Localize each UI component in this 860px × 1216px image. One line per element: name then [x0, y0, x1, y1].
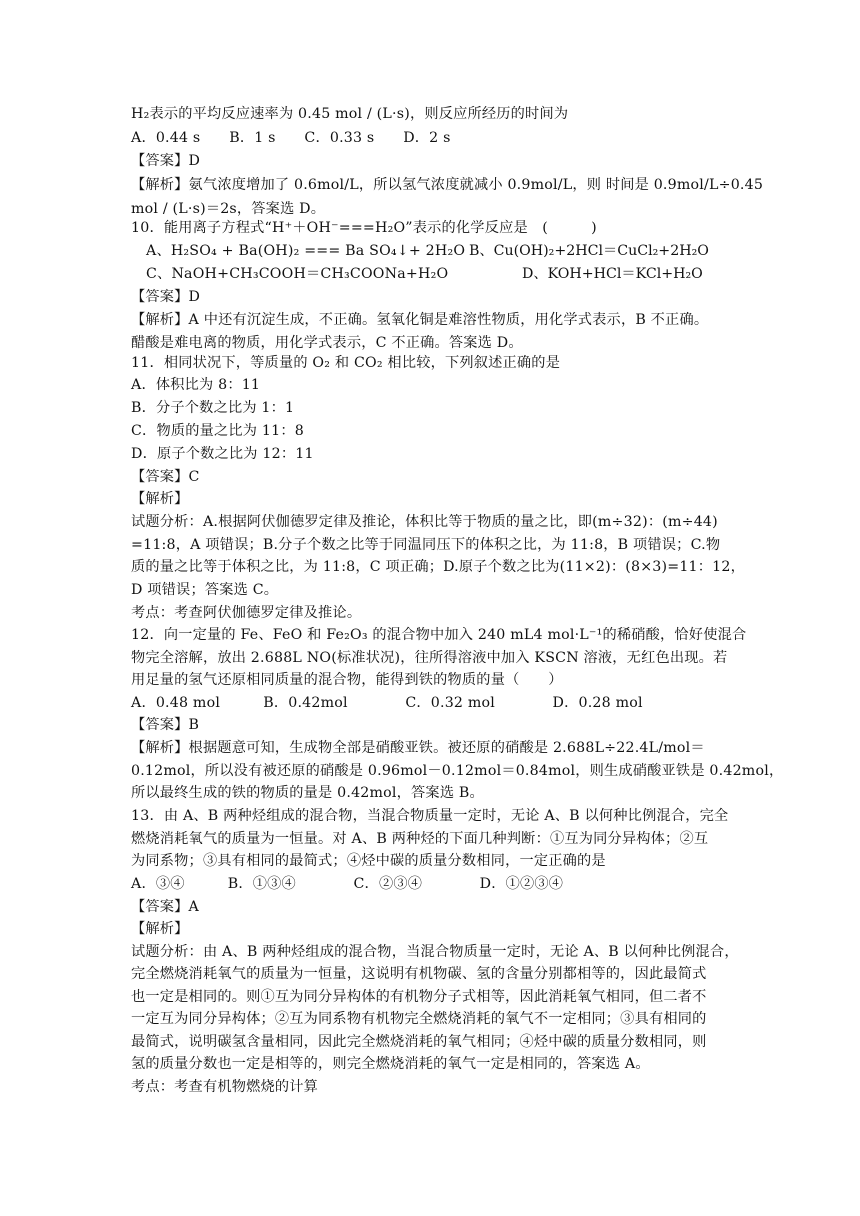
- text-line: 【答案】C: [131, 469, 200, 485]
- text-line: 【答案】D: [131, 153, 201, 169]
- text-line: A、H₂SO₄ + Ba(OH)₂ === Ba SO₄↓+ 2H₂O: [146, 243, 466, 259]
- text-line: 0.12mol，所以没有被还原的硝酸是 0.96mol－0.12mol＝0.84mol，则生成硝酸亚铁是 0.42mol，: [131, 763, 784, 779]
- text-line: A．0.48 mol B．0.42mol C．0.32 mol D．0.28 mol: [131, 695, 643, 711]
- text-line: A．③④ B．①③④ C．②③④ D．①②③④: [131, 876, 564, 892]
- text-line: 13．由 A、B 两种烃组成的混合物，当混合物质量一定时，无论 A、B 以何种比例混合，完全: [131, 808, 729, 824]
- text-line: 12．向一定量的 Fe、FeO 和 Fe₂O₃ 的混合物中加入 240 mL4 mol·L⁻¹的稀硝酸，恰好使混合: [131, 627, 747, 643]
- text-line: 为同系物；③具有相同的最简式；④烃中碳的质量分数相同，一定正确的是: [131, 853, 606, 869]
- text-line: =11:8，A 项错误；B.分子个数之比等于同温同压下的体积之比，为 11:8，B 项错误；C.物: [131, 537, 721, 553]
- text-line: 完全燃烧消耗氧气的质量为一恒量，这说明有机物碳、氢的含量分别都相等的，因此最简式: [131, 966, 707, 982]
- text-line: 【答案】A: [131, 899, 199, 915]
- text-line: 氢的质量分数也一定是相等的，则完全燃烧消耗的氧气一定是相同的，答案选 A。: [131, 1056, 650, 1072]
- text-line: 醋酸是难电离的物质，用化学式表示，C 不正确。答案选 D。: [131, 335, 523, 351]
- text-line: D．原子个数之比为 12：11: [131, 446, 314, 462]
- text-line: A．0.44 s B．1 s C．0.33 s D．2 s: [131, 130, 451, 146]
- text-line: 【解析】根据题意可知，生成物全部是硝酸亚铁。被还原的硝酸是 2.688L÷22.4L/mol＝: [131, 740, 705, 756]
- text-line: H₂表示的平均反应速率为 0.45 mol / (L·s)，则反应所经历的时间为: [131, 106, 569, 122]
- text-line: 一定互为同分异构体；②互为同系物有机物完全燃烧消耗的氧气不一定相同；③具有相同的: [131, 1011, 707, 1027]
- text-line: 燃烧消耗氧气的质量为一恒量。对 A、B 两种烃的下面几种判断：①互为同分异构体；②互: [131, 831, 709, 847]
- text-line: 用足量的氢气还原相同质量的混合物，能得到铁的物质的量（ ）: [131, 672, 563, 688]
- text-line: 试题分析：由 A、B 两种烃组成的混合物，当混合物质量一定时，无论 A、B 以何种比例混合，: [131, 944, 739, 960]
- text-line: B．分子个数之比为 1：1: [131, 400, 295, 416]
- text-line: D 项错误；答案选 C。: [131, 582, 279, 598]
- text-line: B、Cu(OH)₂+2HCl＝CuCl₂+2H₂O: [469, 243, 709, 259]
- text-line: mol / (L·s)＝2s，答案选 D。: [131, 201, 326, 217]
- text-line: 质的量之比等于体积之比，为 11:8，C 项正确；D.原子个数之比为(11×2)：(8×3)=11：12，: [131, 559, 746, 575]
- text-line: 考点：考查阿伏伽德罗定律及推论。: [131, 605, 362, 621]
- text-line: 最简式，说明碳氢含量相同，因此完全燃烧消耗的氧气相同；④烃中碳的质量分数相同，则: [131, 1034, 707, 1050]
- text-line: C．物质的量之比为 11：8: [131, 423, 304, 439]
- text-line: 【解析】氨气浓度增加了 0.6mol/L，所以氢气浓度就减小 0.9mol/L，则 时间是 0.9mol/L÷0.45: [131, 177, 764, 193]
- text-line: A．体积比为 8：11: [131, 377, 261, 393]
- text-line: 【答案】D: [131, 289, 201, 305]
- text-line: 【解析】A 中还有沉淀生成，不正确。氢氧化铜是难溶性物质，用化学式表示，B 不正确。: [131, 312, 709, 328]
- text-line: 试题分析：A.根据阿伏伽德罗定律及推论，体积比等于物质的量之比，即(m÷32)：(m÷44): [131, 514, 718, 530]
- text-line: 【解析】: [131, 921, 189, 937]
- text-line: 所以最终生成的铁的物质的量是 0.42mol，答案选 B。: [131, 785, 484, 801]
- text-line: 10．能用离子方程式“H⁺＋OH⁻===H₂O”表示的化学反应是 ( ): [131, 220, 597, 236]
- text-line: C、NaOH+CH₃COOH＝CH₃COONa+H₂O: [146, 266, 449, 282]
- text-line: 【答案】B: [131, 717, 200, 733]
- text-line: 11．相同状况下，等质量的 O₂ 和 CO₂ 相比较，下列叙述正确的是: [131, 355, 561, 371]
- text-line: 也一定是相同的。则①互为同分异构体的有机物分子式相等，因此消耗氧气相同，但二者不: [131, 989, 707, 1005]
- text-line: D、KOH+HCl＝KCl+H₂O: [522, 266, 703, 282]
- text-line: 考点：考查有机物燃烧的计算: [131, 1079, 319, 1095]
- text-line: 物完全溶解，放出 2.688L NO(标准状况)，往所得溶液中加入 KSCN 溶液，无红色出现。若: [131, 650, 728, 666]
- text-line: 【解析】: [131, 491, 189, 507]
